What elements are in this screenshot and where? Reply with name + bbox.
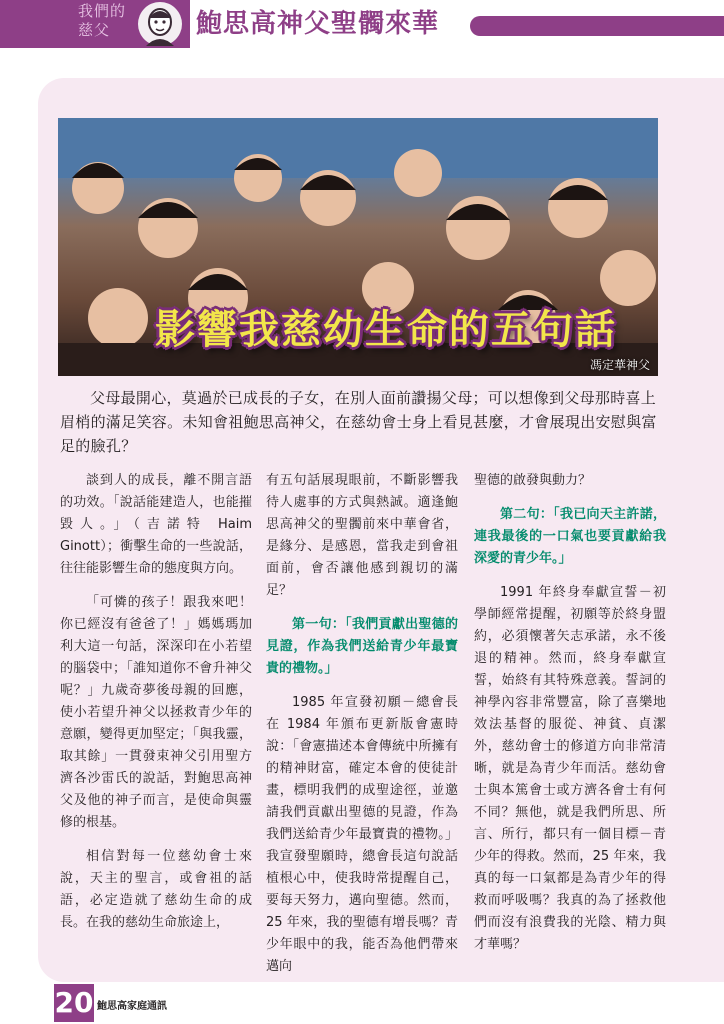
- paragraph: 談到人的成長，離不開言語的功效。「說話能建造人，也能摧毀人。」（吉諾特 Haim Ginott）；衝擊生命的一些說話，往往能影響生命的態度與方向。: [60, 473, 252, 576]
- intro-paragraph: 父母最開心，莫過於已成長的子女，在別人面前讚揚父母；可以想像到父母那時喜上眉梢的滿足笑容。未知會祖鮑思高神父，在慈幼會士身上看見甚麼，才會展現出安慰與富足的臉孔？: [60, 389, 657, 455]
- photo-headline: 影響我慈幼生命的五句話: [155, 307, 617, 353]
- paragraph: 聖德的啟發與動力？: [474, 473, 592, 488]
- paragraph: 「可憐的孩子！跟我來吧！你已經沒有爸爸了！」媽媽瑪加利大這一句話，深深印在小若望的腦袋中；「誰知道你不會升神父呢？」九歲奇夢後母親的回應，使小若望升神父以拯救青少年的意願，變得更加堅定；「與我靈，取其餘」一貫發束神父引用聖方濟各沙雷氏的說話，對鮑思高神父及他的神子而言，是使命與靈修的根基。: [60, 595, 252, 830]
- section-title: 鮑思高神父聖髑來華: [196, 9, 440, 39]
- page-number: 20: [54, 984, 94, 1022]
- don-bosco-portrait-icon: [138, 2, 182, 46]
- page-header: [0, 0, 724, 48]
- article-column-1: [60, 470, 252, 946]
- publication-name: 鮑思高家庭通訊: [97, 1001, 167, 1012]
- article-column-3: [474, 470, 666, 968]
- header-accent-bar: [470, 16, 724, 36]
- paragraph: 有五句話展現眼前，不斷影響我待人處事的方式與熱誠。適逢鮑思高神父的聖髑前來中華會省，是緣分、是感恩，當我走到會祖面前，會否讓他感到親切的滿足？: [266, 473, 458, 598]
- paragraph: 相信對每一位慈幼會士來說，天主的聖言，或會祖的話語，必定造就了慈幼生命的成長。在我的慈幼生命旅途上，: [60, 849, 252, 930]
- highlight-quote-2: 第二句：「我已向天主許諾，連我最後的一口氣也要貢獻給我深愛的青少年。」: [474, 507, 666, 566]
- paragraph: 1985 年宣發初願－總會長在 1984 年頒布更新版會憲時說：「會憲描述本會傳統中所擁有的精神財富，確定本會的使徒計畫，標明我們的成聖途徑，並邀請我們貢獻出聖德的見證，作為我們送給青少年最寶貴的禮物。」我宣發聖願時，總會長這句說話植根心中，使我時常提醒自己，要每天努力，邁向聖德。然而，25 年來，我的聖德有增長嗎？青少年眼中的我，能否為他們帶來邁向: [266, 695, 458, 974]
- header-logo-block: [0, 0, 190, 48]
- author-byline: 馮定華神父: [589, 358, 650, 372]
- paragraph: 1991 年終身奉獻宣誓－初學師經常提醒，初願等於終身盟約，必須懷著矢志承諾，永不後退的精神。然而，終身奉獻宣誓，始終有其特殊意義。誓詞的神學內容非常豐富，除了喜樂地效法基督的服從、神貧、貞潔外，慈幼會士的修道方向非常清晰，就是為青少年而活。慈幼會士與本篤會士或方濟各會士有何不同？無他，就是我們所思、所言、所行，都只有一個目標－青少年的得救。然而，25 年來，我真的每一口氣都是為青少年的得救而呼吸嗎？我真的為了拯救他們而沒有浪費我的光陰、精力與才華嗎？: [474, 585, 666, 952]
- highlight-quote-1: 第一句：「我們貢獻出聖德的見證，作為我們送給青少年最寶貴的禮物。」: [266, 617, 458, 676]
- article-column-2: [266, 470, 458, 990]
- column-logo-text: 我們的慈父: [78, 2, 127, 39]
- group-photo: [58, 118, 658, 376]
